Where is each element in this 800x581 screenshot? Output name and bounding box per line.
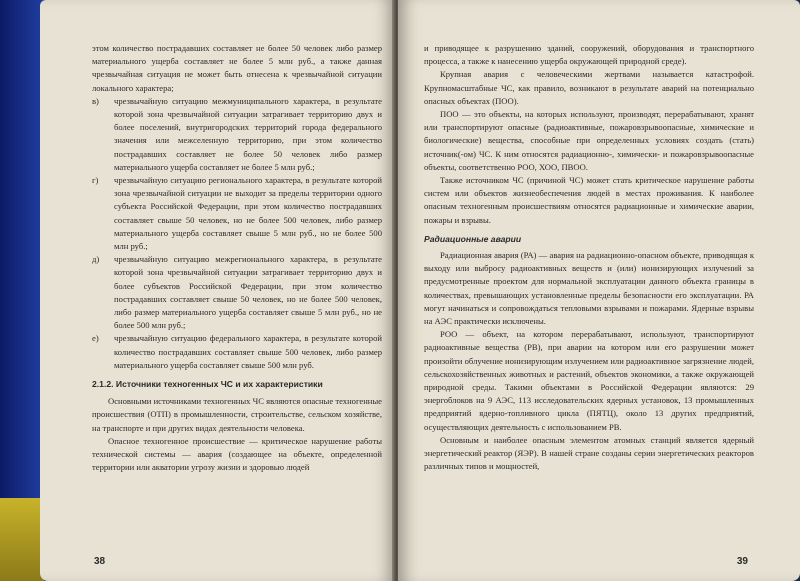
list-item xyxy=(92,174,382,253)
list-text: чрезвычайную ситуацию федерального характера, в результате которой количество пострадавших составляет свыше 500 человек, либо размер материального ущерба составляет свыше 500 млн руб. xyxy=(114,333,382,370)
list-item xyxy=(92,95,382,174)
list-item xyxy=(92,253,382,332)
body-paragraph: Основным и наиболее опасным элементом атомных станций является ядерный энергетический реактор (ЯЭР). В нашей стране созданы серии энергетических реакторов различных типов и мощностей, xyxy=(424,434,754,472)
list-text: чрезвычайную ситуацию межрегионального характера, в результате которой зона чрезвычайной ситуации затрагивает территорию двух и более субъектов Российской Федерации, при этом количество пострадавших составляет свыше 50 человек, но не более 500 человек, либо размер материального ущерба составляет свыше 5 млн руб., но не более 500 млн руб.; xyxy=(114,254,382,331)
list-text: чрезвычайную ситуацию регионального характера, в результате которой зона чрезвычайной ситуации не выходит за пределы территории одного субъекта Российской Федерации, при этом количество пострадавших составляет свыше 50 человек, но не более 500 человек, либо размер материального ущерба составляет свыше 5 млн руб., но не более 500 млн руб.; xyxy=(114,175,382,252)
list-marker: д) xyxy=(92,254,100,265)
body-paragraph: Радиационная авария (РА) — авария на радиационно-опасном объекте, приводящая к выходу или выбросу радиоактивных веществ и (или) ионизирующих излучений за предусмотренные проектом для нормальной эксплуатации данного объекта границы в количествах, превышающих установленные пределы безопасности его эксплуатации. РА могут начинаться и сопровождаться тепловыми взрывами и пожарами. Ядерные взрывы на АЭС практически исключены. xyxy=(424,250,754,327)
list-text: чрезвычайную ситуацию межмуниципального характера, в результате которой зона чрезвычайной ситуации затрагивает территорию двух и более поселений, внутригородских территорий города федерального значения или межселенную территорию, при этом количество пострадавших составляет не более 50 человек либо размер материального ущерба составляет не более 5 млн руб.; xyxy=(114,95,382,172)
intro-paragraph: этом количество пострадавших составляет не более 50 человек либо размер материального ущерба составляет не более 5 млн руб., а также данная чрезвычайная ситуация не может быть отнесена к чрезвычайной ситуации локального характера; xyxy=(92,43,382,93)
left-page-text xyxy=(92,42,382,475)
body-paragraph: Основными источниками техногенных ЧС являются опасные техногенные происшествия (ОТП) в промышленности, строительстве, сельском хозяйстве, на транспорте и при других видах деятельности человека. xyxy=(92,396,382,433)
list-item xyxy=(92,332,382,372)
body-paragraph: Также источником ЧС (причиной ЧС) может стать критическое нарушение работы систем или объектов жизнеобеспечения людей в местах проживания. К наиболее опасным техногенным происшествиям относятся радиационные и химические аварии, пожары и взрывы. xyxy=(424,175,754,225)
right-page xyxy=(398,0,800,581)
book-cover-edge xyxy=(0,498,44,581)
right-page-text xyxy=(424,42,754,474)
body-paragraph: Крупная авария с человеческими жертвами называется катастрофой. Крупномасштабные ЧС, как правило, возникают в результате аварий на потенциально опасных объектах (ПОО). xyxy=(424,69,754,106)
subsection-heading: Радиационные аварии xyxy=(424,233,522,244)
left-page xyxy=(40,0,395,581)
section-heading: 2.1.2. Источники техногенных ЧС и их характеристики xyxy=(92,379,323,390)
body-paragraph: РОО — объект, на котором перерабатывают, используют, транспортируют радиоактивные вещества (РВ), при аварии на котором или его разрушении может произойти облучение ионизирующим излучением или радиоактивное загрязнение людей, сельскохозяйственных животных и растений, объектов экономики, а также окружающей природной среды. Такими объектами в Российской Федерации являются: 29 энергоблоков на 9 АЭС, 113 исследовательских ядерных установок, 13 промышленных предприятий ядерно-топливного цикла (ПЯТЦ), около 13 других предприятий, осуществляющих деятельность с использованием РВ. xyxy=(424,329,754,432)
page-number: 39 xyxy=(736,556,748,567)
body-paragraph: Опасное техногенное происшествие — критическое нарушение работы технической системы — авария (создающее на объекте, определенной территории или акватории угрозу жизни и здоровью людей xyxy=(92,435,382,473)
body-paragraph: и приводящее к разрушению зданий, сооружений, оборудования и транспортного процесса, а также к нанесению ущерба окружающей природной среде). xyxy=(424,43,754,67)
list-marker: е) xyxy=(92,333,99,344)
list-marker: г) xyxy=(92,175,99,186)
list-marker: в) xyxy=(92,95,99,106)
body-paragraph: ПОО — это объекты, на которых используют, производят, перерабатывают, хранят или транспортируют опасные (радиоактивные, пожаровзрывоопасные, химические и биологические) вещества, способные при определенных условиях создать (стать) источник(-ом) ЧС. К ним относятся радиационно-, химически- и пожаровзрывоопасные объекты, соответственно РОО, ХОО, ПВОО. xyxy=(424,109,754,172)
page-number: 38 xyxy=(94,556,106,567)
